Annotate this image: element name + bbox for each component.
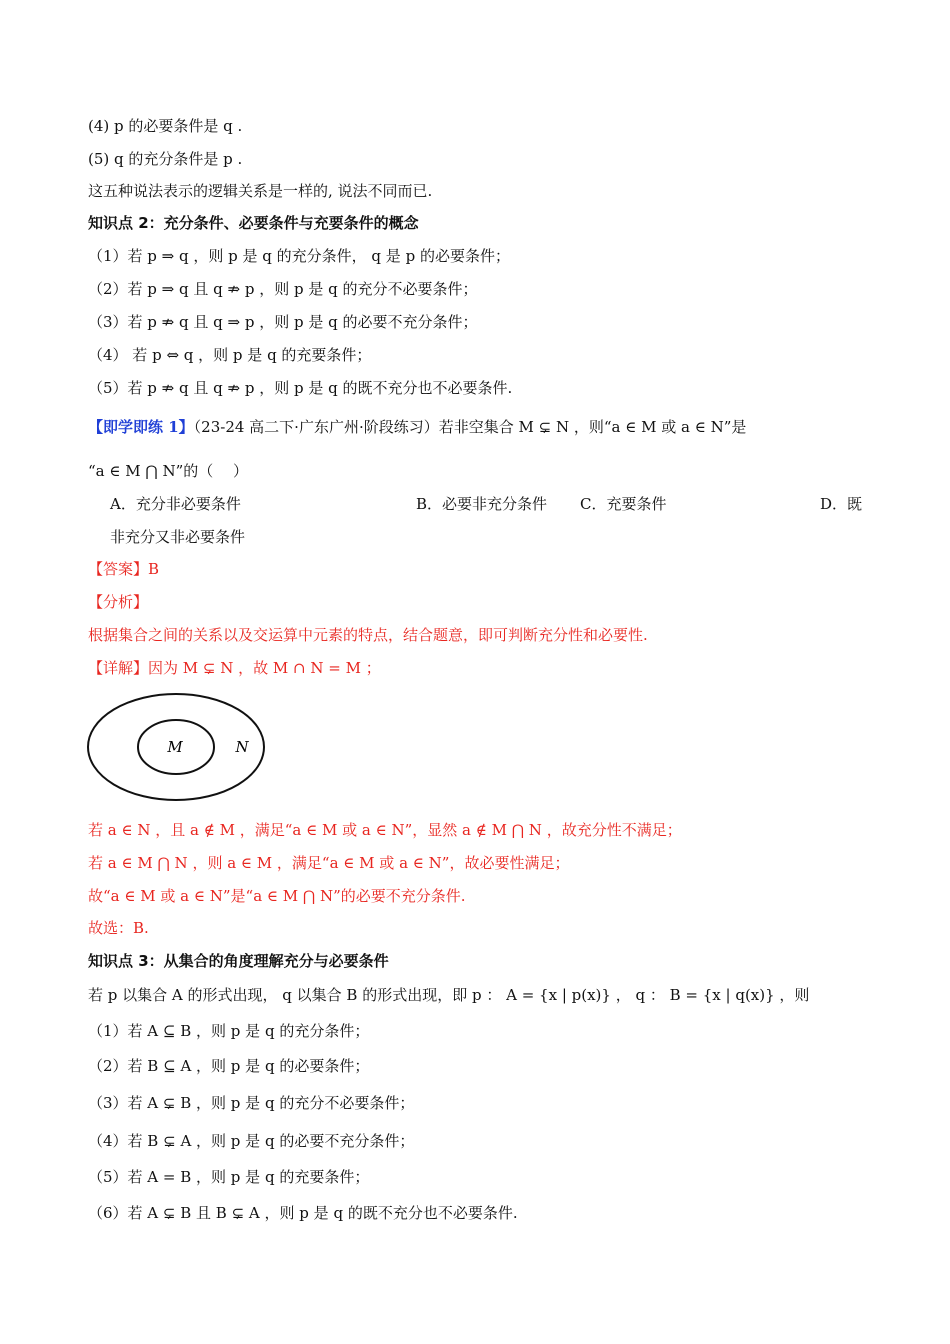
kp3-item-4: （4）若 B ⊊ A ，则 p 是 q 的必要不充分条件； (88, 1132, 415, 1150)
exercise-stem-line-2: “a ∈ M ⋂ N”的（ ） (88, 462, 249, 480)
kp2-item-3: （3）若 p ⇏ q 且 q ⇒ p ，则 p 是 q 的必要不充分条件； (88, 313, 478, 331)
exercise-tag: 【即学即练 1】 (88, 418, 194, 436)
option-c: C．充要条件 (580, 495, 667, 513)
venn-diagram (84, 690, 270, 806)
detail-label: 【详解】 (88, 659, 149, 677)
exercise-stem: （23-24 高二下·广东广州·阶段练习）若非空集合 M ⊊ N ，则“a ∈ M 或 a ∈ N”是 (193, 418, 747, 436)
detail-line-1: 若 a ∈ N ，且 a ∉ M ，满足“a ∈ M 或 a ∈ N”，显然 a ∉ M ⋂ N ，故充分性不满足； (88, 821, 682, 839)
kp2-item-5: （5）若 p ⇏ q 且 q ⇏ p ，则 p 是 q 的既不充分也不必要条件. (88, 379, 513, 397)
intro-item-5: (5) q 的充分条件是 p . (88, 150, 243, 168)
intro-item-4: (4) p 的必要条件是 q . (88, 117, 243, 135)
kp3-item-3: （3）若 A ⊊ B ，则 p 是 q 的充分不必要条件； (88, 1094, 415, 1112)
detail-line-4: 故选：B. (88, 919, 149, 937)
detail-text: 因为 M ⊊ N ，故 M ∩ N = M ； (148, 659, 381, 677)
answer-value: B (148, 560, 160, 578)
analysis-label: 【分析】 (88, 593, 149, 611)
kp3-item-6: （6）若 A ⊊ B 且 B ⊊ A ，则 p 是 q 的既不充分也不必要条件. (88, 1204, 518, 1222)
venn-label-inner: M (167, 738, 183, 756)
kp2-item-4: （4） 若 p ⇔ q ，则 p 是 q 的充要条件； (88, 346, 372, 364)
option-d-continued: 非充分又非必要条件 (110, 528, 246, 546)
kp3-intro: 若 p 以集合 A 的形式出现， q 以集合 B 的形式出现，即 p ： A = {x | p(x)} ， q ： B = {x | q(x)} ，则 (88, 986, 810, 1004)
kp3-title: 知识点 3：从集合的角度理解充分与必要条件 (88, 952, 389, 970)
kp2-item-1: （1）若 p ⇒ q ，则 p 是 q 的充分条件， q 是 p 的必要条件； (88, 247, 510, 265)
kp3-item-1: （1）若 A ⊆ B ，则 p 是 q 的充分条件； (88, 1022, 370, 1040)
detail-line-3: 故“a ∈ M 或 a ∈ N”是“a ∈ M ⋂ N”的必要不充分条件. (88, 887, 466, 905)
venn-label-outer: N (235, 738, 249, 756)
intro-summary: 这五种说法表示的逻辑关系是一样的, 说法不同而已. (88, 182, 433, 200)
exercise-stem-line-1 (88, 417, 746, 437)
answer-label: 【答案】 (88, 560, 149, 578)
option-b: B．必要非充分条件 (416, 495, 548, 513)
kp3-item-5: （5）若 A = B ，则 p 是 q 的充要条件； (88, 1168, 370, 1186)
analysis-text: 根据集合之间的关系以及交运算中元素的特点，结合题意，即可判断充分性和必要性. (88, 626, 648, 644)
detail-line-2: 若 a ∈ M ⋂ N ，则 a ∈ M ，满足“a ∈ M 或 a ∈ N”，故必要性满足； (88, 854, 570, 872)
option-a: A．充分非必要条件 (110, 495, 241, 513)
detail-line (88, 658, 381, 678)
kp2-item-2: （2）若 p ⇒ q 且 q ⇏ p ，则 p 是 q 的充分不必要条件； (88, 280, 478, 298)
kp2-title: 知识点 2：充分条件、必要条件与充要条件的概念 (88, 214, 419, 232)
answer-line (88, 559, 159, 579)
option-d: D．既 (820, 495, 863, 513)
kp3-item-2: （2）若 B ⊆ A ，则 p 是 q 的必要条件； (88, 1057, 370, 1075)
